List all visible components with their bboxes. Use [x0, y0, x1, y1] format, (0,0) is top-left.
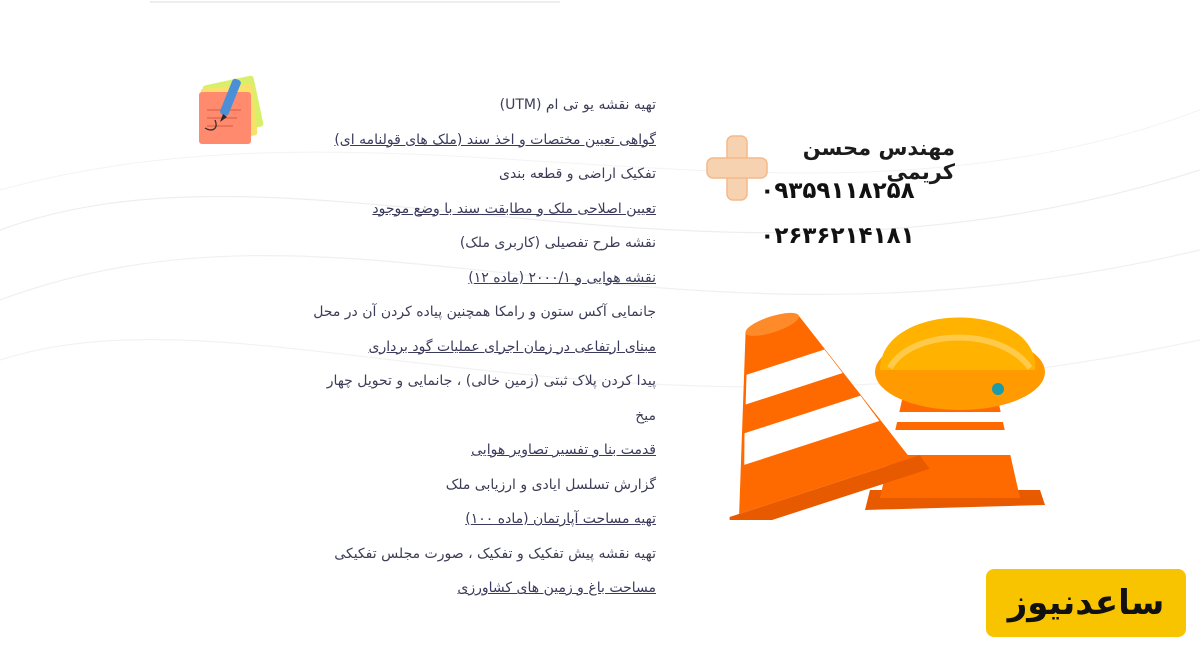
service-item: تهیه نقشه پیش تفکیک و تفکیک ، صورت مجلس تفکیکی	[334, 545, 656, 562]
service-item: تفکیک اراضی و قطعه بندی	[499, 166, 656, 182]
service-link[interactable]: تعیین اصلاحی ملک و مطابقت سند با وضع موجود	[372, 200, 656, 217]
service-link[interactable]: نقشه هوایی و ۲۰۰۰/۱ (ماده ۱۲)	[468, 269, 656, 286]
service-item: پیدا کردن پلاک ثبتی (زمین خالی) ، جانمایی و تحویل چهار	[326, 373, 656, 389]
hard-hat-icon	[875, 318, 1045, 411]
phone-landline[interactable]: ۰۲۶۳۶۲۱۴۱۸۱	[760, 223, 915, 249]
services-list	[240, 88, 656, 606]
service-link[interactable]: گواهی تعیین مختصات و اخذ سند (ملک های قولنامه ای)	[334, 131, 656, 148]
service-link[interactable]: قدمت بنا و تفسیر تصاویر هوایی	[471, 442, 656, 458]
service-link[interactable]: مساحت باغ و زمین های کشاورزی	[457, 580, 656, 596]
service-item: گزارش تسلسل ایادی و ارزیابی ملک	[445, 476, 656, 493]
service-item: میخ	[635, 407, 656, 424]
service-link[interactable]: تهیه مساحت آپارتمان (ماده ۱۰۰)	[465, 511, 656, 527]
service-item: جانمایی آکس ستون و رامکا همچنین پیاده کردن آن در محل	[313, 304, 656, 320]
cones-illustration	[680, 290, 1060, 520]
phone-mobile[interactable]: ۰۹۳۵۹۱۱۸۲۵۸	[760, 178, 915, 204]
saednews-logo: ساعدنیوز	[986, 569, 1186, 637]
engineer-name: مهندس محسن کریمی	[802, 136, 955, 184]
service-item: تهیه نقشه یو تی ام (UTM)	[499, 97, 656, 113]
service-link[interactable]: مبنای ارتفاعی در زمان اجرای عملیات گود برداری	[368, 338, 656, 355]
service-item: نقشه طرح تفصیلی (کاربری ملک)	[459, 235, 656, 251]
